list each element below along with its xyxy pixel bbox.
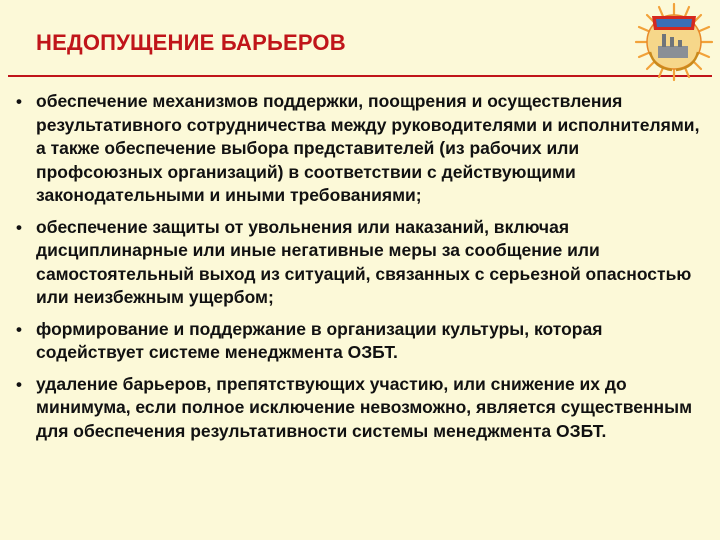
- bullet-text: формирование и поддержание в организации культуры, которая содействует системе менеджмента ОЗБТ.: [36, 318, 603, 362]
- bullet-list: [16, 90, 706, 451]
- slide-title: НЕДОПУЩЕНИЕ БАРЬЕРОВ: [36, 30, 346, 55]
- list-item: [16, 373, 706, 444]
- bullet-text: удаление барьеров, препятствующих участию, или снижение их до минимума, если полное исключение невозможно, является существенным для обеспечения результативности системы менеджмента ОЗБТ.: [36, 373, 693, 441]
- bullet-text: обеспечение защиты от увольнения или наказаний, включая дисциплинарные или иные негативные меры за сообщение или самостоятельный выход из ситуаций, связанных с серьезной опасностью или неизбежным ущербом;: [36, 216, 692, 307]
- bullet-text: обеспечение механизмов поддержки, поощрения и осуществления результативного сотрудничества между руководителями и исполнителями, а также обеспечение выбора представителей (из рабочих или профсоюзных организаций) в соответствии с действующими законодательными и иными требованиями;: [36, 91, 700, 205]
- bullet-marker: •: [16, 217, 22, 237]
- bullet-marker: •: [16, 92, 22, 111]
- list-item: [16, 318, 706, 365]
- emblem-icon: [634, 2, 714, 82]
- list-item: [16, 216, 706, 310]
- title-divider: [8, 75, 712, 77]
- bullet-marker: •: [16, 319, 22, 339]
- bullet-marker: •: [16, 374, 22, 394]
- list-item: [16, 90, 706, 208]
